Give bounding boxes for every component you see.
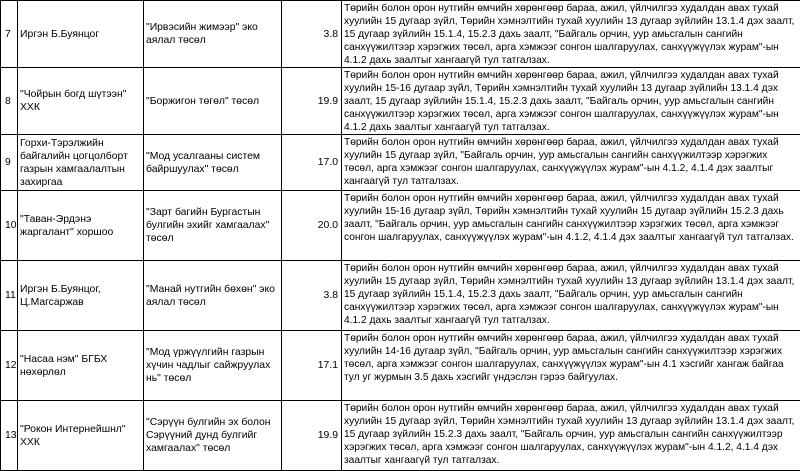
applicant-name: Иргэн Б.Буянцог: [18, 1, 144, 68]
amount-value: 17.0: [282, 135, 342, 191]
decision-text: Төрийн болон орон нутгийн өмчийн хөрөнгөөр бараа, ажил, үйлчилгээ худалдан авах тухай хуулийн 15-16 дугаар зүйл, Төрийн хэмнэлтийн тухай хуулийн 13 дугаар зүйлийн 13.1.4 дэх заалт, 15 дугаар зүйлийн 15.1.4, 15.2.3 дахь заалт, "Байгаль орчин, уур амьсгалын сангийн санхүүжилтээр хэрэгжих төсөл, арга хэмжээг сонгон шалгаруулах, санхүүжүүлэх журам"-ын 4.1.2 дахь заалтыг хангаагүй тул татгалзах.: [342, 68, 800, 135]
decision-text: Төрийн болон орон нутгийн өмчийн хөрөнгөөр бараа, ажил, үйлчилгээ худалдан авах тухай хуулийн 15 дугаар зүйл, Төрийн хэмнэлтийн тухай хуулийн 13 дугаар зүйлийн 13.1.4 дэх заалт, 15 дугаар зүйлийн 15.1.4, 15.2.3 дахь заалт, "Байгаль орчин, уур амьсгалын сангийн санхүүжилтээр хэрэгжих төсөл, арга хэмжээг сонгон шалгаруулах, санхүүжүүлэх журам"-ын 4.1.2 дахь заалтыг хангаагүй тул татгалзах.: [342, 261, 800, 331]
table-row: [1, 135, 800, 191]
table-row: [1, 331, 800, 401]
applicant-name: "Таван-Эрдэнэ жаргалант" хоршоо: [18, 191, 144, 261]
project-name: "Зарт багийн Бургастын булгийн эхийг хамгаалах" төсөл: [144, 191, 282, 261]
row-number: 11: [1, 261, 18, 331]
amount-value: 19.9: [282, 401, 342, 471]
table-row: [1, 261, 800, 331]
row-number: 13: [1, 401, 18, 471]
row-number: 7: [1, 1, 18, 68]
applicant-name: Иргэн Б.Буянцог, Ц.Магсаржав: [18, 261, 144, 331]
decision-text: Төрийн болон орон нутгийн өмчийн хөрөнгөөр бараа, ажил, үйлчилгээ худалдан авах тухай хуулийн 15-16 дугаар зүйл, Төрийн хэмнэлтийн тухай хуулийн 15 дугаар зүйлийн 15.2.3 дахь заалт, "Байгаль орчин, уур амьсгалын сангийн санхүүжилтээр хэрэгжих төсөл, арга хэмжээг сонгон шалгаруулах, санхүүжүүлэх журам"-ын 4.1.2, 4.1.4 дэх заалтыг хангаагүй тул татгалзах.: [342, 191, 800, 261]
table-row: [1, 1, 800, 68]
amount-value: 3.8: [282, 261, 342, 331]
row-number: 8: [1, 68, 18, 135]
decision-text: Төрийн болон орон нутгийн өмчийн хөрөнгөөр бараа, ажил, үйлчилгээ худалдан авах тухай хуулийн 15 дугаар зүйл, "Байгаль орчин, уур амьсгалын сангийн санхүүжилтээр хэрэгжих төсөл, арга хэмжээг сонгон шалгаруулах, санхүүжүүлэх журам"-ын 4.1.2, 4.1.4 дэх заалтыг хангаагүй тул татгалзах.: [342, 135, 800, 191]
amount-value: 19.9: [282, 68, 342, 135]
project-name: "Мод үржүүлгийн газрын хүчин чадлыг сайжруулах нь" төсөл: [144, 331, 282, 401]
applicant-name: "Рокон Интернейшнл" ХХК: [18, 401, 144, 471]
table-row: [1, 191, 800, 261]
applicant-name: "Чойрын богд шүтээн" ХХК: [18, 68, 144, 135]
project-name: "Манай нутгийн бөхөн" эко аялал төсөл: [144, 261, 282, 331]
table-row: [1, 401, 800, 471]
decision-text: Төрийн болон орон нутгийн өмчийн хөрөнгөөр бараа, ажил, үйлчилгээ худалдан авах тухай хуулийн 15 дугаар зүйл, Төрийн хэмнэлтийн тухай хуулийн 13 дугаар зүйлийн 13.1.4 дэх заалт, 15 дугаар зүйлийн 15.2.3 дахь заалт, "Байгаль орчин, уур амьсгалын сангийн санхүүжилтээр хэрэгжих төсөл, арга хэмжээг сонгон шалгаруулах, санхүүжүүлэх журам"-ын 4.1.2, 4.1.4 дэх заалтыг хангаагүй тул татгалзах.: [342, 401, 800, 471]
amount-value: 20.0: [282, 191, 342, 261]
project-name: "Мод усалгааны систем байршуулах" төсөл: [144, 135, 282, 191]
row-number: 10: [1, 191, 18, 261]
amount-value: 3.8: [282, 1, 342, 68]
row-number: 12: [1, 331, 18, 401]
applicant-name: "Насаа нэм" БГБХ нөхөрлөл: [18, 331, 144, 401]
applicant-name: Горхи-Тэрэлжийн байгалийн цогцолборт газрын хамгаалалтын захиргаа: [18, 135, 144, 191]
project-name: "Боржигон төгөл" төсөл: [144, 68, 282, 135]
project-name: "Ирвэсийн жимээр" эко аялал төсөл: [144, 1, 282, 68]
amount-value: 17.1: [282, 331, 342, 401]
project-name: "Сэрүүн булгийн эх болон Сэрүүний дунд булгийг хамгаалах" төсөл: [144, 401, 282, 471]
decision-text: Төрийн болон орон нутгийн өмчийн хөрөнгөөр бараа, ажил, үйлчилгээ худалдан авах тухай хуулийн 15 дугаар зүйл, Төрийн хэмнэлтийн тухай хуулийн 13 дугаар зүйлийн 13.1.4 дэх заалт, 15 дугаар зүйлийн 15.1.4, 15.2.3 дахь заалт, "Байгаль орчин, уур амьсгалын сангийн санхүүжилтээр хэрэгжих төсөл, арга хэмжээг сонгон шалгаруулах, санхүүжүүлэх журам"-ын 4.1.2 дахь заалтыг хангаагүй тул татгалзах.: [342, 1, 800, 68]
row-number: 9: [1, 135, 18, 191]
decision-text: Төрийн болон орон нутгийн өмчийн хөрөнгөөр бараа, ажил, үйлчилгээ худалдан авах тухай хуулийн 14-16 дугаар зүйл, "Байгаль орчин, уур амьсгалын сангийн санхүүжилтээр хэрэгжих төсөл, арга хэмжээг сонгон шалгаруулах, санхүүжүүлэх журам"-ын 4.1 хэсгийг хангаж байгаа тул уг журмын 3.5 дахь хэсгийг үндэслэн гэрээ байгуулах.: [342, 331, 800, 401]
table-row: [1, 68, 800, 135]
